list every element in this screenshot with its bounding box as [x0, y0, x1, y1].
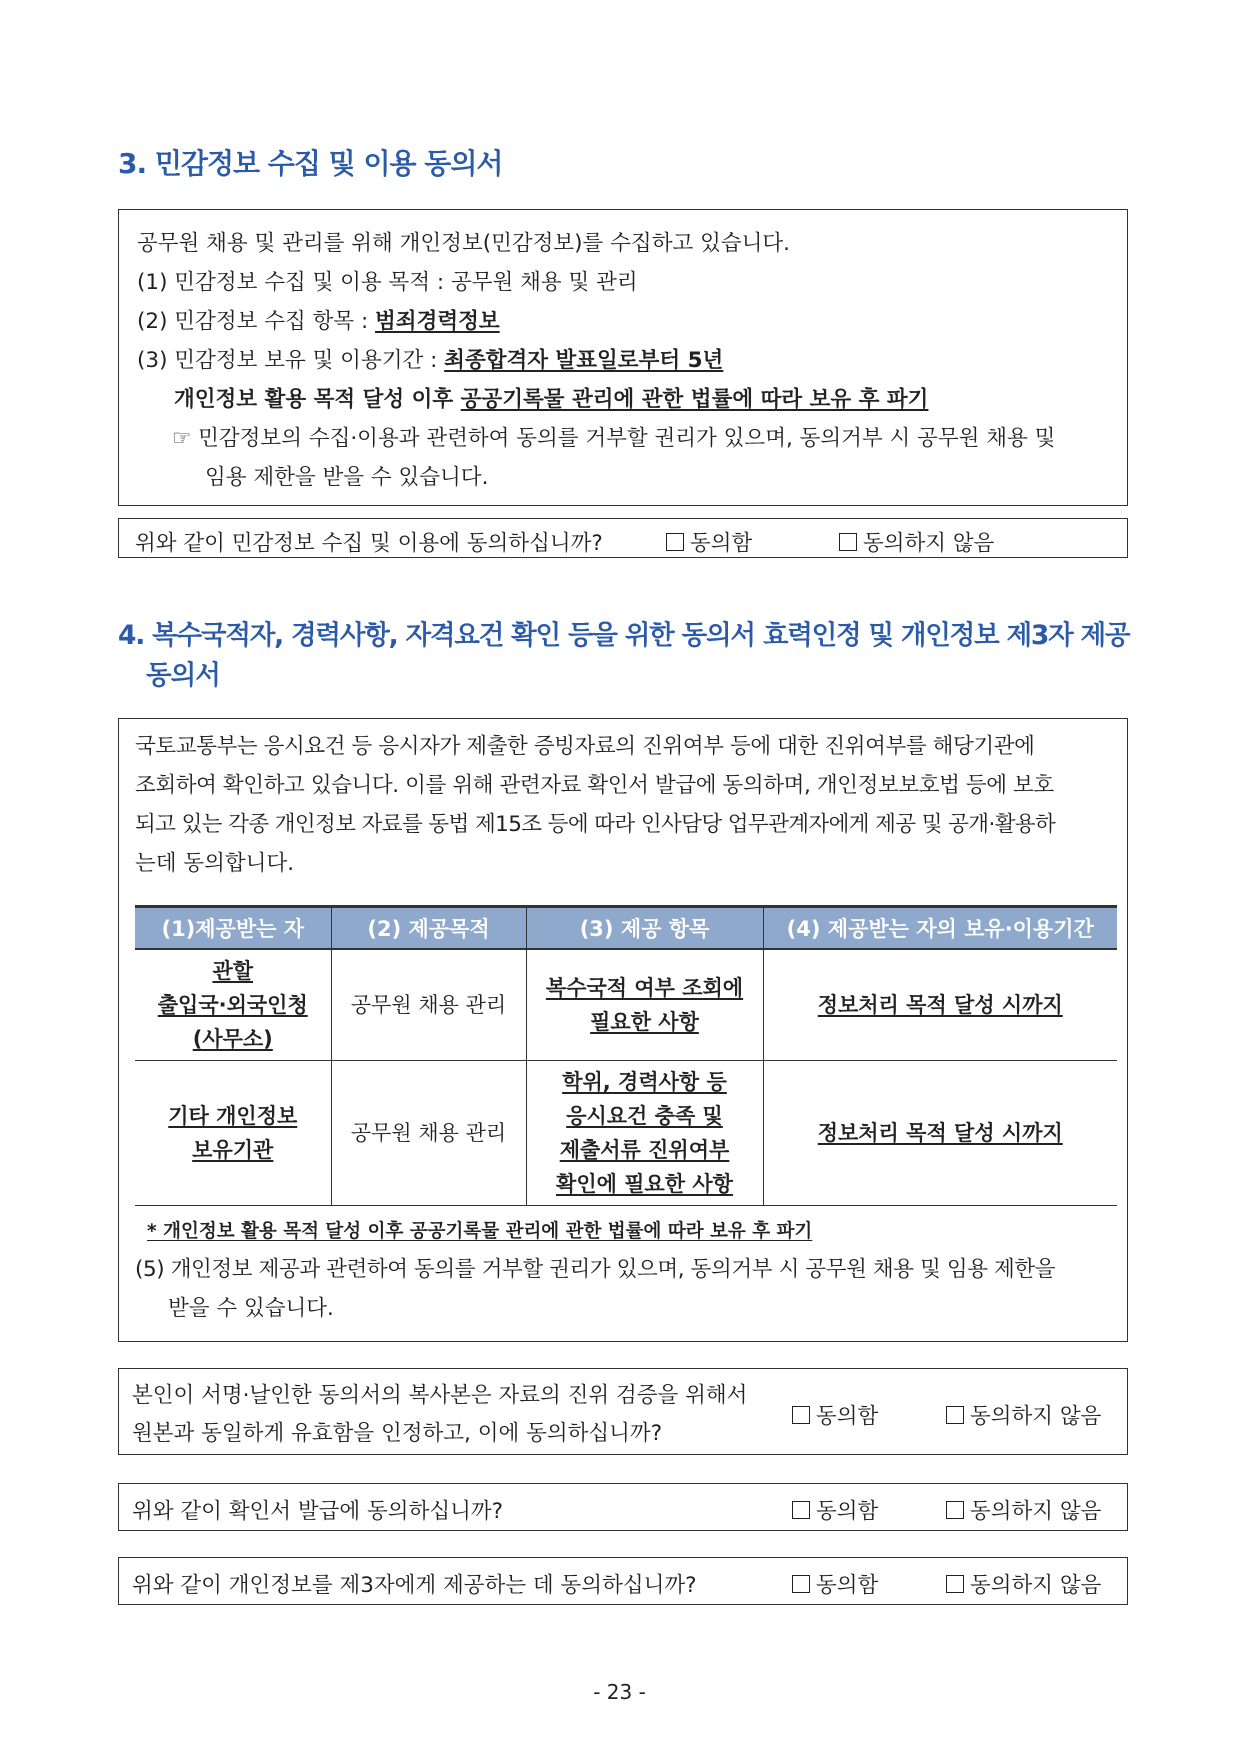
section4-title-line2: 동의서: [146, 660, 220, 691]
consent-copy-validity-question: [132, 1377, 747, 1453]
page-number: - 23 -: [593, 1680, 646, 1704]
consent-third-party-question: 위와 같이 개인정보를 제3자에게 제공하는 데 동의하십니까?: [132, 1573, 697, 1598]
purpose-cell: 공무원 채용 관리: [331, 949, 526, 1061]
agree-label: 동의함: [816, 1404, 879, 1429]
section3-item1: (1) 민감정보 수집 및 이용 목적 : 공무원 채용 및 관리: [137, 270, 638, 295]
third-party-disagree-option[interactable]: [946, 1568, 1101, 1599]
consent-certificate-question: 위와 같이 확인서 발급에 동의하십니까?: [132, 1499, 504, 1524]
section3-consent-row: [118, 518, 1128, 558]
items-line: 제출서류 진위여부: [559, 1138, 730, 1162]
recipient-line: 관할: [212, 959, 254, 983]
provision-table-header-row: [135, 907, 1117, 950]
section3-notice-text1: 민감정보의 수집·이용과 관련하여 동의를 거부할 권리가 있으며, 동의거부 시 공무원 채용 및: [198, 426, 1056, 451]
table-row: [135, 949, 1117, 1061]
checkbox-icon[interactable]: [839, 533, 857, 551]
section3-disagree-option[interactable]: [839, 526, 994, 557]
section3-consent-question: 위와 같이 민감정보 수집 및 이용에 동의하십니까?: [135, 531, 603, 556]
section3-item3-line2: [137, 380, 1111, 419]
certificate-agree-option[interactable]: [792, 1494, 878, 1525]
recipient-cell: [135, 1061, 331, 1206]
disagree-label: 동의하지 않음: [970, 1404, 1102, 1429]
section3-item2-value: 범죄경력정보: [375, 309, 500, 334]
copy-validity-disagree-option[interactable]: [946, 1399, 1101, 1430]
section4-body-line4: 는데 동의합니다.: [135, 851, 295, 876]
section3-item3-line2-value: 공공기록물 관리에 관한 법률에 따라 보유 후 파기: [460, 387, 929, 412]
section3-item2: [137, 302, 1111, 341]
checkbox-icon[interactable]: [946, 1406, 964, 1424]
items-cell: [526, 1061, 763, 1206]
recipient-cell: [135, 949, 331, 1061]
copy-validity-agree-option[interactable]: [792, 1399, 878, 1430]
section3-disagree-label: 동의하지 않음: [863, 531, 995, 556]
section4-body-line1: 국토교통부는 응시요건 등 응시자가 제출한 증빙자료의 진위여부 등에 대한 진위여부를 해당기관에: [135, 734, 1035, 759]
recipient-line: 보유기관: [192, 1138, 274, 1162]
consent-copy-validity-row: [118, 1368, 1128, 1455]
purpose-cell: 공무원 채용 관리: [331, 1061, 526, 1206]
section3-notice-line2: 임용 제한을 받을 수 있습니다.: [205, 465, 489, 490]
recipient-line: 기타 개인정보: [168, 1104, 298, 1128]
agree-label: 동의함: [816, 1499, 879, 1524]
header-items: (3) 제공 항목: [526, 907, 763, 950]
section4-body-line3: 되고 있는 각종 개인정보 자료를 동법 제15조 등에 따라 인사담당 업무관계자에게 제공 및 공개·활용하: [135, 812, 1056, 837]
section3-item3-line2-label: 개인정보 활용 목적 달성 이후: [174, 387, 461, 412]
consent-third-party-row: [118, 1557, 1128, 1605]
checkbox-icon[interactable]: [946, 1575, 964, 1593]
table-row: [135, 1061, 1117, 1206]
recipient-line: 출입국·외국인청: [157, 993, 308, 1017]
consent-certificate-row: [118, 1483, 1128, 1531]
section3-item3-value: 최종합격자 발표일로부터 5년: [444, 348, 724, 373]
section3-intro: 공무원 채용 및 관리를 위해 개인정보(민감정보)를 수집하고 있습니다.: [137, 231, 790, 256]
section3-item3: [137, 341, 1111, 380]
section4-item5-line2: 받을 수 있습니다.: [168, 1296, 334, 1321]
certificate-disagree-option[interactable]: [946, 1494, 1101, 1525]
pointing-hand-icon: ☞: [172, 426, 192, 451]
items-line: 필요한 사항: [590, 1010, 699, 1034]
header-period: (4) 제공받는 자의 보유·이용기간: [763, 907, 1117, 950]
header-recipient: (1)제공받는 자: [135, 907, 331, 950]
agree-label: 동의함: [816, 1573, 879, 1598]
section4-body-line2: 조회하여 확인하고 있습니다. 이를 위해 관련자료 확인서 발급에 동의하며, 개인정보보호법 등에 보호: [135, 773, 1054, 798]
items-line: 복수국적 여부 조회에: [545, 976, 744, 1000]
recipient-line: (사무소): [192, 1027, 273, 1051]
disagree-label: 동의하지 않음: [970, 1499, 1102, 1524]
section3-title: 3. 민감정보 수집 및 이용 동의서: [118, 147, 503, 180]
third-party-agree-option[interactable]: [792, 1568, 878, 1599]
section3-agree-label: 동의함: [690, 531, 753, 556]
section4-item5-line1: (5) 개인정보 제공과 관련하여 동의를 거부할 권리가 있으며, 동의거부 시 공무원 채용 및 임용 제한을: [135, 1257, 1056, 1282]
section3-item2-label: (2) 민감정보 수집 항목 :: [137, 309, 376, 334]
period-cell: 정보처리 목적 달성 시까지: [763, 1061, 1117, 1206]
table-footnote: * 개인정보 활용 목적 달성 이후 공공기록물 관리에 관한 법률에 따라 보유 후 파기: [147, 1221, 813, 1242]
section4-box: [118, 718, 1128, 1342]
items-line: 응시요건 충족 및: [566, 1104, 723, 1128]
section3-box: [118, 209, 1128, 506]
items-line: 확인에 필요한 사항: [556, 1172, 733, 1196]
items-line: 학위, 경력사항 등: [562, 1070, 727, 1094]
section3-notice-line1: [137, 419, 1111, 458]
items-cell: [526, 949, 763, 1061]
header-purpose: (2) 제공목적: [331, 907, 526, 950]
checkbox-icon[interactable]: [946, 1501, 964, 1519]
provision-table: [135, 905, 1117, 1206]
question-line: 본인이 서명·날인한 동의서의 복사본은 자료의 진위 검증을 위해서: [132, 1383, 748, 1408]
checkbox-icon[interactable]: [792, 1575, 810, 1593]
question-line: 원본과 동일하게 유효함을 인정하고, 이에 동의하십니까?: [132, 1421, 663, 1446]
period-cell: 정보처리 목적 달성 시까지: [763, 949, 1117, 1061]
disagree-label: 동의하지 않음: [970, 1573, 1102, 1598]
section3-agree-option[interactable]: [666, 526, 752, 557]
checkbox-icon[interactable]: [792, 1406, 810, 1424]
checkbox-icon[interactable]: [666, 533, 684, 551]
section3-item3-label: (3) 민감정보 보유 및 이용기간 :: [137, 348, 445, 373]
section4-title-line1: 4. 복수국적자, 경력사항, 자격요건 확인 등을 위한 동의서 효력인정 및 개인정보 제3자 제공: [118, 620, 1130, 651]
checkbox-icon[interactable]: [792, 1501, 810, 1519]
